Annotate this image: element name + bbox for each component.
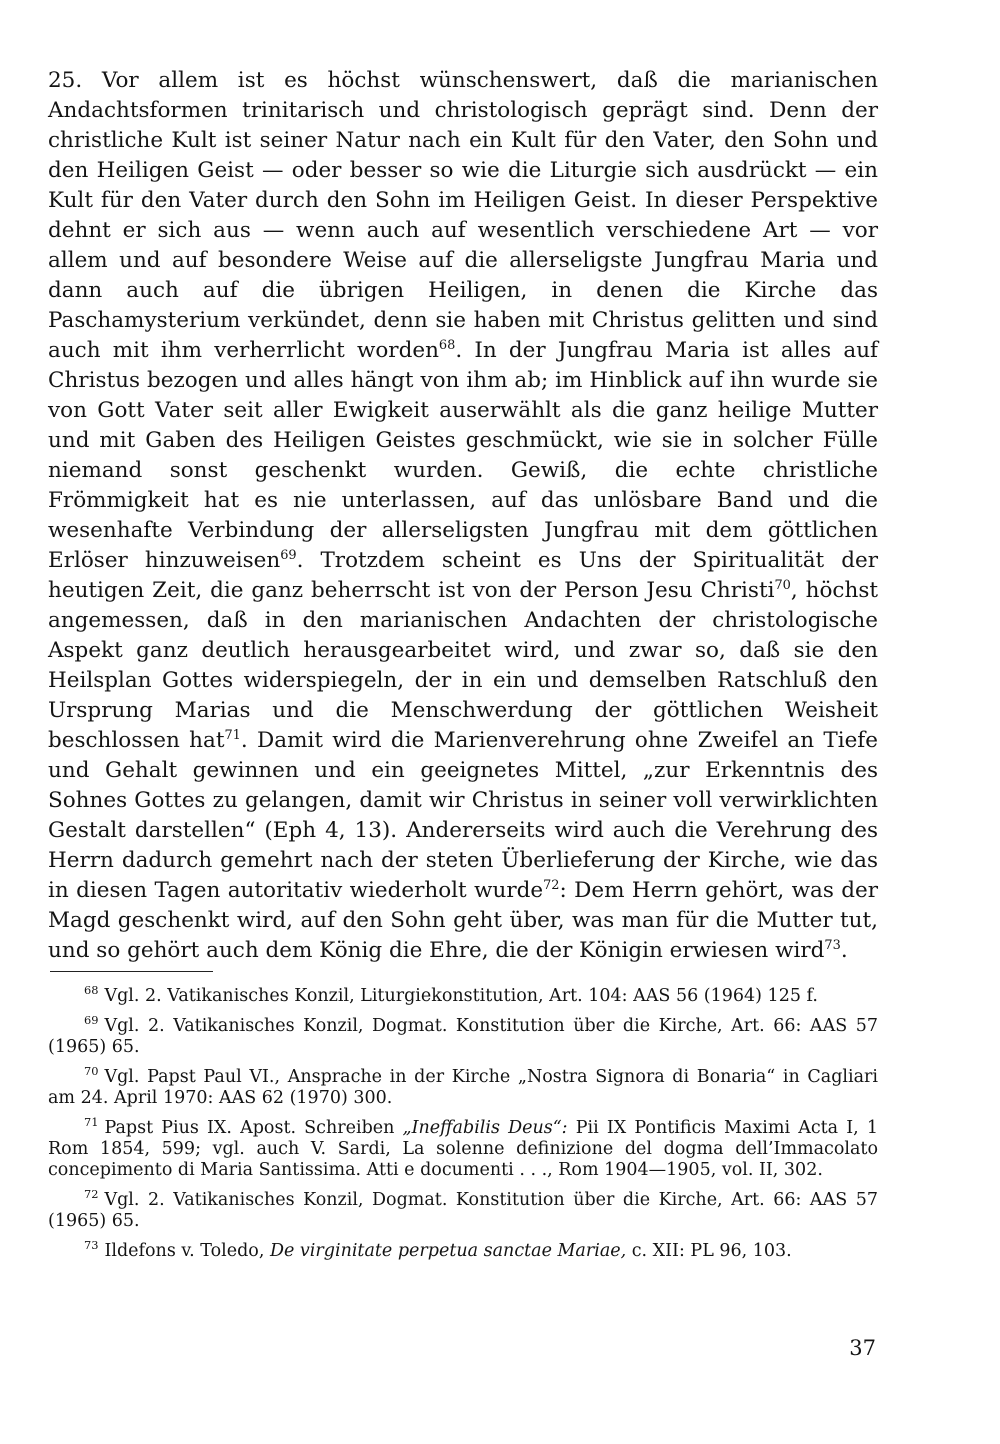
footnote-text: Papst Pius IX. Apost. Schreiben [104,1118,403,1138]
footnote-text: Vgl. 2. Vatikanisches Konzil, Dogmat. Konstitution über die Kirche, Art. 66: AAS 57 (1965) 65. [48,1016,878,1057]
footnote-text: Vgl. Papst Paul VI., Ansprache in der Kirche „Nostra Signora di Bonaria“ in Cagliari am 24. April 1970: AAS 62 (1970) 300. [48,1067,878,1108]
paragraph-text-segment: , höchst angemessen, daß in den marianischen Andachten der christologische Aspekt ganz deutlich herausgearbeitet wird, und zwar so, daß sie den Heilsplan Gottes widerspiegeln, der in ein und demselben Ratschluß den Ursprung Marias und die Menschwerdung der göttlichen Weisheit beschlossen hat [48,578,878,753]
footnote-number: 72 [84,1187,99,1202]
footnote-number: 68 [84,983,99,998]
footnote-text: c. XII: PL 96, 103. [626,1241,792,1261]
footnote-71 [48,1115,879,1181]
footnote-text: Pii IX Pontificis Maximi Acta I, 1 Rom 1854, 599; vgl. auch V. Sardi, La solenne definizione del dogma dell’Immacolato concepimento di Maria Santissima. Atti e documenti . . ., Rom 1904—1905, vol. II, 302. [48,1118,879,1180]
footnote-title-italic: „Ineffabilis Deus“: [402,1118,568,1138]
footnote-number: 70 [84,1064,99,1079]
footnote-text: Vgl. 2. Vatikanisches Konzil, Liturgiekonstitution, Art. 104: AAS 56 (1964) 125 f. [104,986,818,1006]
footnote-number: 69 [84,1013,99,1028]
footnote-72 [48,1187,878,1232]
footnote-number: 71 [84,1115,99,1130]
footnote-reference: 73 [824,937,841,953]
paragraph-text-segment: . In der Jungfrau Maria ist alles auf Christus bezogen und alles hängt von ihm ab; im Hinblick auf ihn wurde sie von Gott Vater seit aller Ewigkeit auserwählt als die ganz heilige Mutter und mit Gaben des Heiligen Geistes geschmückt, wie sie in solcher Fülle niemand sonst geschenkt wurden. Gewiß, die echte christliche Frömmigkeit hat es nie unterlassen, auf das unlösbare Band und die wesenhafte Verbindung der allerseligsten Jungfrau mit dem göttlichen Erlöser hinzuweisen [48,338,879,573]
paragraph-text-segment: 25. Vor allem ist es höchst wünschenswert, daß die marianischen Andachtsformen trinitarisch und christologisch geprägt sind. Denn der christliche Kult ist seiner Natur nach ein Kult für den Vater, den Sohn und den Heiligen Geist — oder besser so wie die Liturgie sich ausdrückt — ein Kult für den Vater durch den Sohn im Heiligen Geist. In dieser Perspektive dehnt er sich aus — wenn auch auf wesentlich verschiedene Art — vor allem und auf besondere Weise auf die allerseligste Jungfrau Maria und dann auch auf die übrigen Heiligen, in denen die Kirche das Paschamysterium verkündet, denn sie haben mit Christus gelitten und sind auch mit ihm verherrlicht worden [48,68,878,363]
footnote-reference: 68 [438,337,456,353]
paragraph-text-segment: . Trotzdem scheint es Uns der Spiritualität der heutigen Zeit, die ganz beherrscht ist von der Person Jesu Christi [48,548,878,603]
footnote-separator [50,971,213,972]
footnote-reference: 70 [774,577,791,593]
footnote-reference: 69 [280,547,297,563]
footnote-text: Ildefons v. Toledo, [104,1241,270,1261]
footnote-title-italic: De virginitate perpetua sanctae Mariae, [269,1241,627,1261]
paragraph-text-segment: . [840,938,848,963]
footnote-70 [48,1064,878,1109]
paragraph-25 [48,66,878,966]
footnote-68 [48,983,878,1007]
page-number: 37 [849,1336,876,1360]
paragraph-text-segment: . Damit wird die Marienverehrung ohne Zweifel an Tiefe und Gehalt gewinnen und ein geeignetes Mittel, „zur Erkenntnis des Sohnes Gottes zu gelangen, damit wir Christus in seiner voll verwirklichten Gestalt darstellen“ (Eph 4, 13). Andererseits wird auch die Verehrung des Herrn dadurch gemehrt nach der steten Überlieferung der Kirche, wie das in diesen Tagen autoritativ wiederholt wurde [48,728,878,903]
footnote-number: 73 [84,1238,99,1253]
footnote-reference: 72 [543,877,560,893]
footnote-73 [48,1238,878,1262]
footnote-reference: 71 [224,727,241,743]
paragraph-text-segment: : Dem Herrn gehört, was der Magd geschenkt wird, auf den Sohn geht über, was man für die Mutter tut, und so gehört auch dem König die Ehre, die der Königin erwiesen wird [48,878,879,963]
footnotes-section [48,983,879,1271]
footnote-text: Vgl. 2. Vatikanisches Konzil, Dogmat. Konstitution über die Kirche, Art. 66: AAS 57 (1965) 65. [48,1190,878,1231]
footnote-69 [48,1013,878,1058]
